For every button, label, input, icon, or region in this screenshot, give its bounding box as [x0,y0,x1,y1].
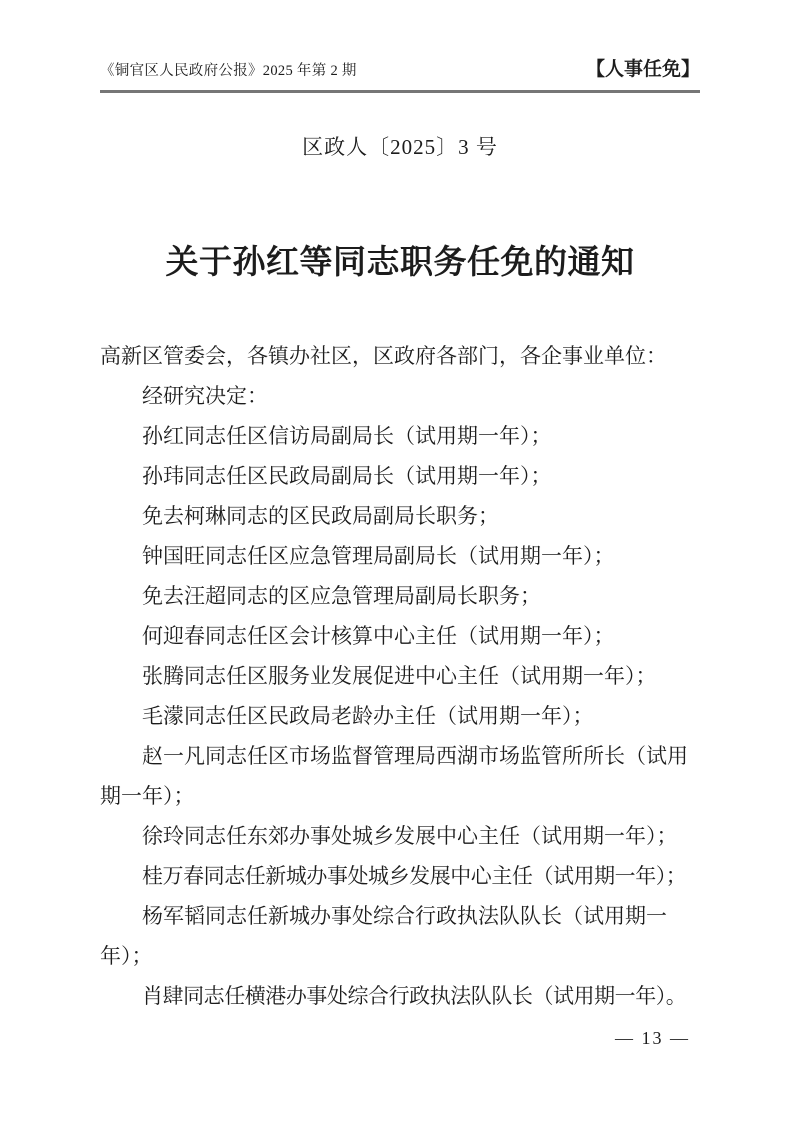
body-line: 免去汪超同志的区应急管理局副局长职务； [142,584,541,608]
page-header [100,0,700,93]
body-line: 孙玮同志任区民政局副局长（试用期一年）； [142,464,552,488]
page-number: — 13 — [615,1028,690,1048]
body-line: 高新区管委会，各镇办社区，区政府各部门，各企事业单位： [100,344,667,368]
body-line: 张腾同志任区服务业发展促进中心主任（试用期一年）； [142,664,657,688]
document-number: 区政人〔2025〕3 号 [302,135,498,159]
body-line: 年）； [100,944,153,968]
body-line: 孙红同志任区信访局副局长（试用期一年）； [142,424,552,448]
body-line: 期一年）； [100,784,195,808]
body-line: 赵一凡同志任区市场监督管理局西湖市场监管所所长（试用 [142,744,688,768]
notice-title: 关于孙红等同志职务任免的通知 [165,245,635,281]
body-line: 徐玲同志任东郊办事处城乡发展中心主任（试用期一年）； [142,824,678,848]
body-line: 肖肆同志任横港办事处综合行政执法队队长（试用期一年）。 [142,984,687,1008]
body-line: 经研究决定： [142,384,268,408]
notice-body [100,336,700,1016]
body-line: 毛濛同志任区民政局老龄办主任（试用期一年）； [142,704,594,728]
section-tag: 【人事任免】 [585,59,700,80]
body-line: 杨军韬同志任新城办事处综合行政执法队队长（试用期一 [142,904,667,928]
body-line: 免去柯琳同志的区民政局副局长职务； [142,504,499,528]
body-line: 桂万春同志任新城办事处城乡发展中心主任（试用期一年）； [142,864,687,888]
gazette-issue-label: 《铜官区人民政府公报》2025 年第 2 期 [100,63,357,79]
body-line: 钟国旺同志任区应急管理局副局长（试用期一年）； [142,544,615,568]
body-line: 何迎春同志任区会计核算中心主任（试用期一年）； [142,624,615,648]
